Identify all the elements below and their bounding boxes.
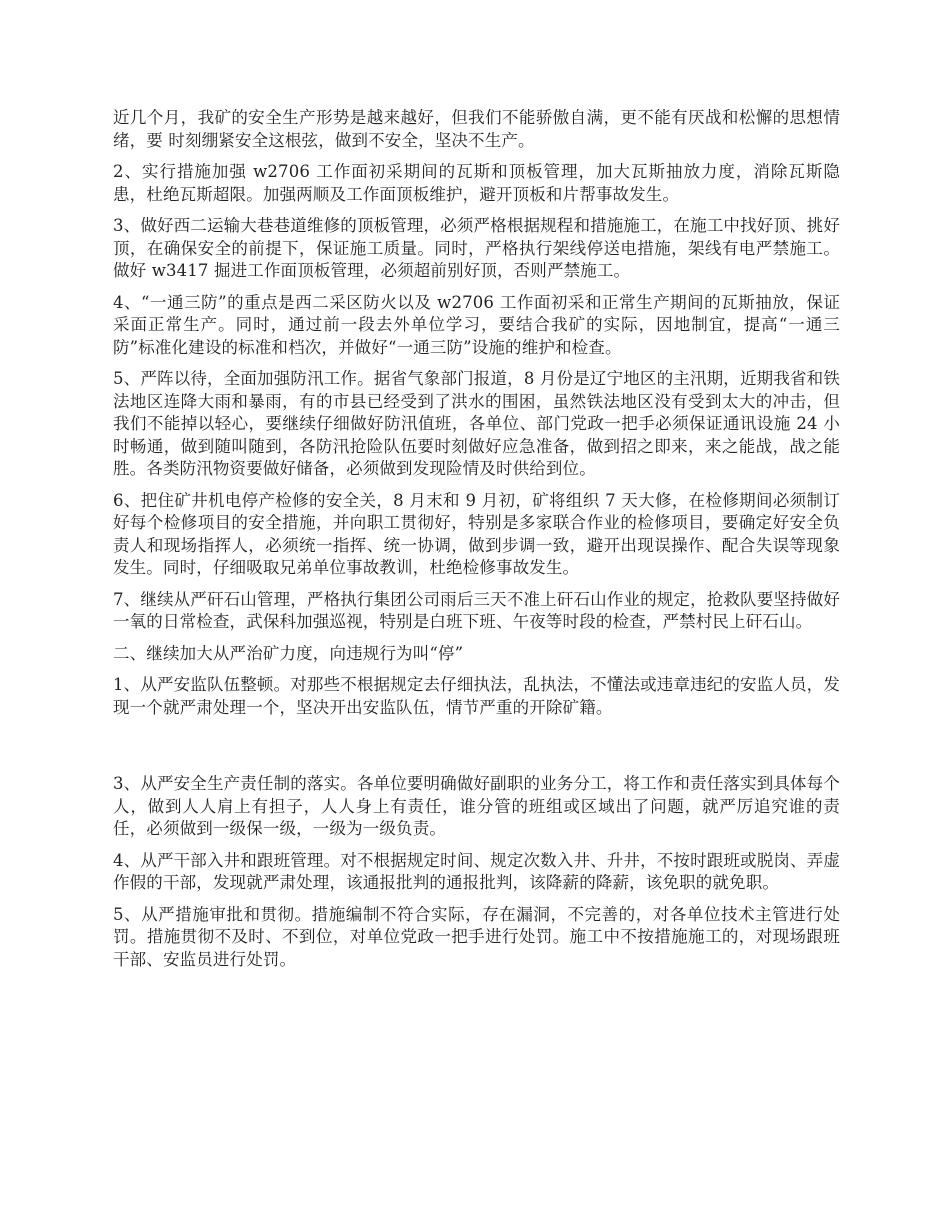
paragraph-section2-item-4: 4、从严干部入井和跟班管理。对不根据规定时间、规定次数入井、升井，不按时跟班或脱岗、弄虚作假的干部，发现就严肃处理，该通报批判的通报批判，该降薪的降薪，该免职的就免职。	[113, 850, 840, 892]
paragraph-item-7: 7、继续从严矸石山管理，严格执行集团公司雨后三天不准上矸石山作业的规定，抢救队要坚持做好一氧的日常检查，武保科加强巡视，特别是白班下班、午夜等时段的检查，严禁村民上矸石山。	[113, 589, 840, 631]
paragraph-item-3: 3、做好西二运输大巷巷道维修的顶板管理，必须严格根据规程和措施施工，在施工中找好顶、挑好顶，在确保安全的前提下，保证施工质量。同时，严格执行架线停送电措施，架线有电严禁施工。做好 w3417 掘进工作面顶板管理，必须超前别好顶，否则严禁施工。	[113, 216, 840, 280]
paragraph-section2-item-3: 3、从严安全生产责任制的落实。各单位要明确做好副职的业务分工，将工作和责任落实到具体每个人，做到人人肩上有担子，人人身上有责任，谁分管的班组或区域出了问题，就严厉追究谁的责任，必须做到一级保一级，一级为一级负责。	[113, 774, 840, 838]
paragraph-section2-item-5: 5、从严措施审批和贯彻。措施编制不符合实际，存在漏洞，不完善的，对各单位技术主管进行处罚。措施贯彻不及时、不到位，对单位党政一把手进行处罚。施工中不按措施施工的，对现场跟班干部、安监员进行处罚。	[113, 904, 840, 969]
paragraph-item-6: 6、把住矿井机电停产检修的安全关，8 月末和 9 月初，矿将组织 7 天大修，在检修期间必须制订好每个检修项目的安全措施，并向职工贯彻好，特别是多家联合作业的检修项目，要确定好安全负责人和现场指挥人，必须统一指挥、统一协调，做到步调一致，避开出现误操作、配合失误等现象发生。同时，仔细吸取兄弟单位事故教训，杜绝检修事故发生。	[113, 490, 840, 577]
document-body	[113, 107, 840, 980]
paragraph-item-5: 5、严阵以待，全面加强防汛工作。据省气象部门报道，8 月份是辽宁地区的主汛期，近期我省和铁法地区连降大雨和暴雨，有的市县已经受到了洪水的围困，虽然铁法地区没有受到太大的冲击，但我们不能掉以轻心，要继续仔细做好防汛值班，各单位、部门党政一把手必须保证通讯设施 24 小时畅通，做到随叫随到，各防汛抢险队伍要时刻做好应急准备，做到招之即来，来之能战，战之能胜。各类防汛物资要做好储备，必须做到发现险情及时供给到位。	[113, 369, 840, 478]
paragraph-section2-item-1: 1、从严安监队伍整顿。对那些不根据规定去仔细执法，乱执法，不懂法或违章违纪的安监人员，发现一个就严肃处理一个，坚决开出安监队伍，情节严重的开除矿籍。	[113, 675, 840, 717]
paragraph-intro: 近几个月，我矿的安全生产形势是越来越好，但我们不能骄傲自满，更不能有厌战和松懈的思想情绪，要 时刻绷紧安全这根弦，做到不安全，坚决不生产。	[113, 108, 840, 150]
section-heading-2: 二、继续加大从严治矿力度，向违规行为叫“停”	[113, 643, 464, 663]
paragraph-item-4: 4、“一通三防”的重点是西二采区防火以及 w2706 工作面初采和正常生产期间的瓦斯抽放，保证采面正常生产。同时，通过前一段去外单位学习，要结合我矿的实际，因地制宜，提高“一通三防”标准化建设的标准和档次，并做好“一通三防”设施的维护和检查。	[113, 292, 840, 357]
paragraph-item-2: 2、实行措施加强 w2706 工作面初采期间的瓦斯和顶板管理，加大瓦斯抽放力度，消除瓦斯隐患，杜绝瓦斯超限。加强两顺及工作面顶板维护，避开顶板和片帮事故发生。	[113, 162, 840, 204]
